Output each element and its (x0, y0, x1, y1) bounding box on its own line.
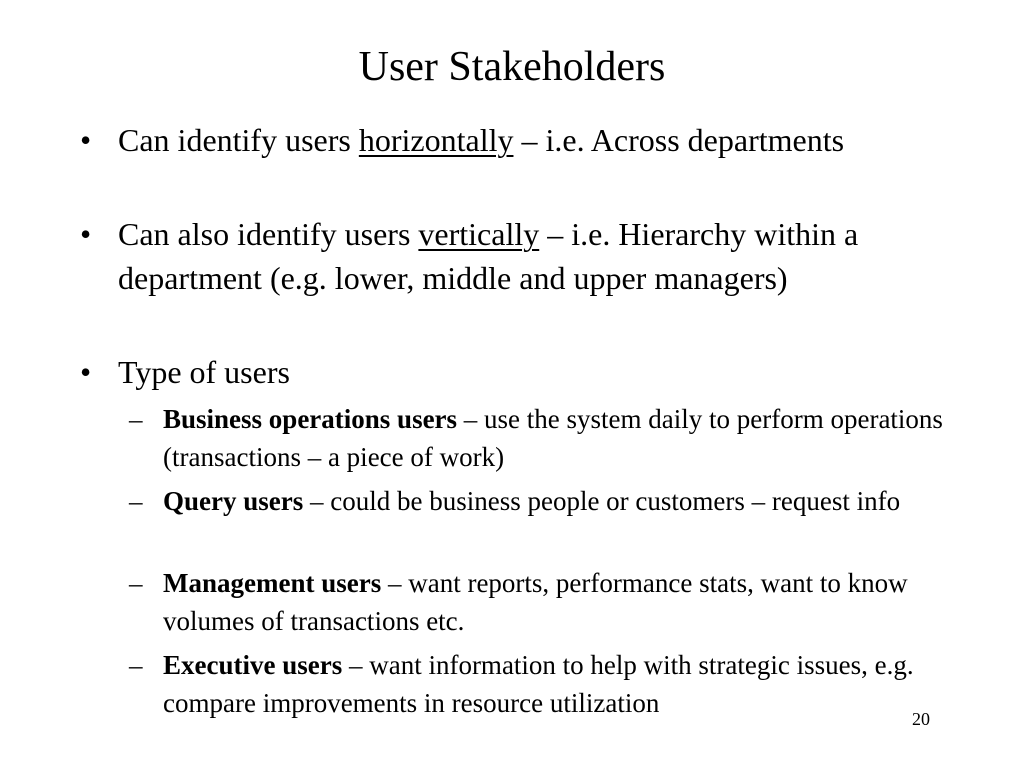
bullet-text-pre: Can also identify users (118, 216, 419, 252)
subbullet-term: Management users (163, 568, 382, 598)
subbullet-executive (129, 646, 963, 722)
subbullet-term: Executive users (163, 650, 343, 680)
bullet-text: Type of users (118, 354, 290, 390)
dash-marker: – (129, 650, 143, 680)
subbullet-desc: – want information to help with strategic issues, e.g. compare improvements in resource utilization (163, 650, 914, 718)
subbullet-management (129, 564, 963, 640)
dash-marker: – (129, 486, 143, 516)
subbullet-business-operations (129, 400, 963, 476)
bullet-item-vertical (80, 212, 938, 300)
slide-number: 20 (912, 709, 930, 729)
bullet-item-types (80, 350, 938, 394)
bullet-text-pre: Can identify users (118, 122, 359, 158)
subbullet-term: Business operations users (163, 404, 458, 434)
bullet-emphasis: vertically (418, 216, 540, 252)
dash-marker: – (129, 568, 143, 598)
subbullet-desc: – could be business people or customers – request info (303, 486, 901, 516)
subbullet-query (129, 482, 963, 520)
bullet-marker: • (80, 216, 92, 252)
subbullet-term: Query users (163, 486, 304, 516)
bullet-item-horizontal (80, 118, 938, 162)
bullet-text-post: – i.e. Across departments (513, 122, 845, 158)
slide-title: User Stakeholders (358, 44, 666, 90)
bullet-emphasis: horizontally (358, 122, 514, 158)
subbullet-desc: – want reports, performance stats, want to know volumes of transactions etc. (163, 568, 908, 636)
bullet-marker: • (80, 122, 92, 158)
bullet-text-post: – i.e. Hierarchy within a department (e.g. lower, middle and upper managers) (118, 216, 859, 296)
dash-marker: – (129, 404, 143, 434)
bullet-marker: • (80, 354, 92, 390)
subbullet-desc: – use the system daily to perform operations (transactions – a piece of work) (163, 404, 943, 472)
